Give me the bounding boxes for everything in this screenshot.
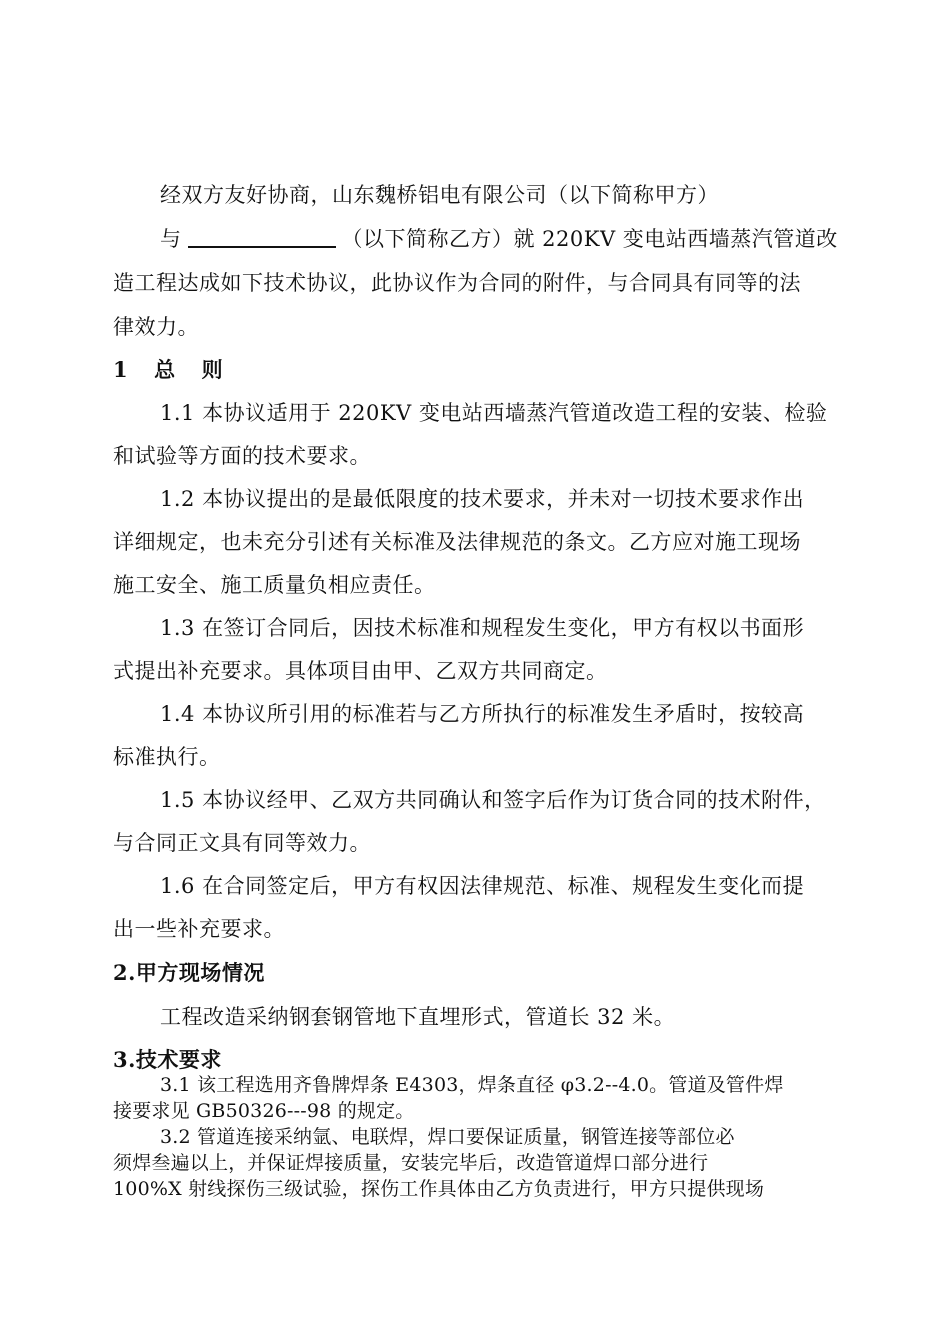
intro-line-3: 造工程达成如下技术协议，此协议作为合同的附件，与合同具有同等的法 (113, 271, 801, 295)
clause-1-1-line-1: 1.1 本协议适用于 220KV 变电站西墙蒸汽管道改造工程的安装、检验 (160, 401, 828, 425)
clause-1-4-line-2: 标准执行。 (113, 745, 221, 769)
section-1-heading (113, 355, 223, 385)
section-1-title-b: 则 (201, 357, 224, 382)
intro-line-1: 经双方友好协商，山东魏桥铝电有限公司（以下简称甲方） (160, 183, 719, 207)
clause-1-4-line-1: 1.4 本协议所引用的标准若与乙方所执行的标准发生矛盾时，按较高 (160, 702, 805, 726)
clause-3-1-line-1: 3.1 该工程选用齐鲁牌焊条 E4303，焊条直径 φ3.2--4.0。管道及管件焊 (160, 1074, 784, 1096)
clause-1-6-line-2: 出一些补充要求。 (113, 917, 285, 941)
party-b-blank-field (188, 226, 336, 248)
clause-3-2-line-1: 3.2 管道连接采纳氩、电联焊，焊口要保证质量，钢管连接等部位必 (160, 1126, 735, 1148)
clause-1-2-line-2: 详细规定，也未充分引述有关标准及法律规范的条文。乙方应对施工现场 (113, 530, 801, 554)
clause-3-2-line-3: 100%X 射线探伤三级试验，探伤工作具体由乙方负责进行，甲方只提供现场 (113, 1178, 765, 1200)
section-1-number: 1 (113, 357, 129, 382)
clause-3-2-line-2: 须焊叁遍以上，并保证焊接质量，安装完毕后，改造管道焊口部分进行 (113, 1152, 709, 1174)
intro-line-2-suffix: （以下简称乙方）就 220KV 变电站西墙蒸汽管道改 (341, 227, 838, 251)
clause-1-5-line-1: 1.5 本协议经甲、乙双方共同确认和签字后作为订货合同的技术附件， (160, 788, 826, 812)
intro-line-4: 律效力。 (113, 315, 199, 339)
clause-1-2-line-1: 1.2 本协议提出的是最低限度的技术要求，并未对一切技术要求作出 (160, 487, 805, 511)
clause-1-3-line-1: 1.3 在签订合同后，因技术标准和规程发生变化，甲方有权以书面形 (160, 616, 805, 640)
clause-1-5-line-2: 与合同正文具有同等效力。 (113, 831, 371, 855)
section-3-heading: 3.技术要求 (113, 1047, 222, 1072)
section-1-title-a: 总 (154, 357, 176, 382)
clause-3-1-line-2: 接要求见 GB50326---98 的规定。 (113, 1100, 415, 1122)
clause-1-3-line-2: 式提出补充要求。具体项目由甲、乙双方共同商定。 (113, 659, 608, 683)
intro-line-2-prefix: 与 (160, 227, 182, 251)
section-2-heading: 2.甲方现场情况 (113, 960, 265, 985)
clause-1-6-line-1: 1.6 在合同签定后，甲方有权因法律规范、标准、规程发生变化而提 (160, 874, 805, 898)
section-2-body: 工程改造采纳钢套钢管地下直埋形式，管道长 32 米。 (160, 1005, 676, 1029)
clause-1-1-line-2: 和试验等方面的技术要求。 (113, 444, 371, 468)
clause-1-2-line-3: 施工安全、施工质量负相应责任。 (113, 573, 436, 597)
intro-line-2 (160, 224, 838, 254)
